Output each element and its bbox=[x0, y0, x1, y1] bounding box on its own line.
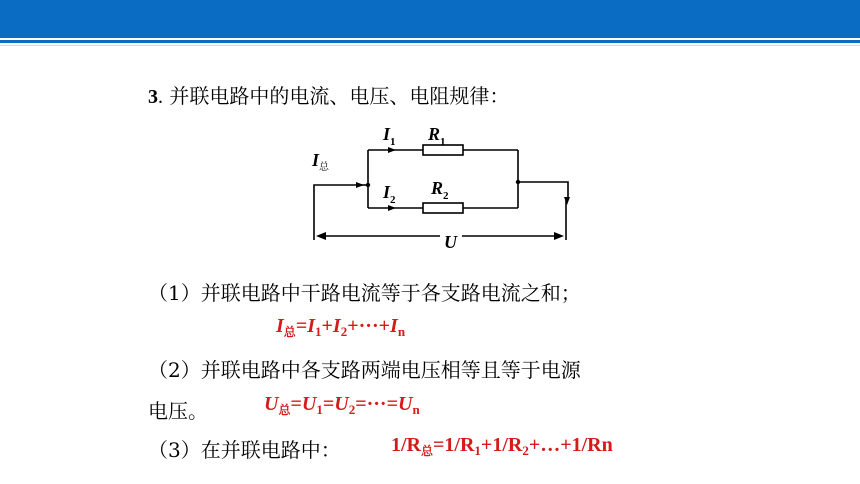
voltage-arrow-left bbox=[316, 232, 326, 240]
f1-tn-sub: n bbox=[397, 324, 406, 339]
f2-lhs: U bbox=[264, 393, 279, 415]
resistor-r2 bbox=[423, 203, 463, 213]
f1-lhs-sub: 总 bbox=[283, 325, 296, 339]
f2-t1-sub: 1 bbox=[316, 402, 323, 417]
rule-1-text: （1）并联电路中干路电流等于各支路电流之和； bbox=[148, 281, 581, 305]
voltage-arrow-right bbox=[554, 232, 564, 240]
f3-c-sub: 2 bbox=[522, 443, 529, 458]
f3-a-sub: 总 bbox=[421, 444, 434, 458]
parallel-circuit-diagram bbox=[300, 110, 580, 252]
label-i-total: $I_总$ bbox=[312, 150, 330, 173]
f1-t1: I bbox=[307, 315, 316, 337]
f1-t2-sub: 2 bbox=[340, 324, 348, 339]
f2-lhs-sub: 总 bbox=[278, 403, 291, 417]
f1-lhs: I bbox=[276, 315, 284, 337]
label-i1: $I_1$ bbox=[383, 124, 396, 148]
f3-rest: +…+1/Rn bbox=[528, 434, 613, 456]
f1-plus1: + bbox=[321, 315, 333, 337]
f1-eq: = bbox=[295, 315, 308, 337]
rule-2-formula bbox=[264, 393, 420, 418]
heading-text: 并联电路中的电流、电压、电阻规律： bbox=[169, 84, 510, 108]
rule-3-text: （3）在并联电路中： bbox=[148, 438, 341, 462]
rule-3-formula bbox=[391, 434, 613, 459]
f1-t2: I bbox=[332, 315, 341, 337]
left-junction-dot bbox=[366, 183, 370, 187]
f3-b-sub: 1 bbox=[474, 443, 481, 458]
title-underline bbox=[0, 40, 860, 43]
f3-a: 1/R bbox=[391, 434, 421, 456]
rule-1-formula bbox=[276, 315, 405, 340]
f2-tn: U bbox=[398, 393, 413, 415]
f2-tn-sub: n bbox=[412, 402, 420, 417]
f2-t1: U bbox=[301, 393, 317, 415]
label-i2: $I_2$ bbox=[383, 182, 396, 206]
f1-tn: I bbox=[390, 315, 398, 337]
label-r2: $R_2$ bbox=[431, 178, 449, 202]
f1-plus2: +···+ bbox=[347, 315, 391, 337]
label-voltage: U bbox=[444, 232, 457, 252]
f2-t2: U bbox=[334, 393, 349, 415]
rule-2-line-1: （2）并联电路中各支路两端电压相等且等于电源 bbox=[148, 358, 581, 382]
heading-number: 3 bbox=[148, 86, 158, 108]
f3-plus: +1/R bbox=[480, 434, 523, 456]
f2-eq2: = bbox=[322, 393, 335, 415]
section-heading bbox=[148, 80, 509, 109]
heading-separator: . bbox=[158, 86, 163, 108]
f1-t1-sub: 1 bbox=[315, 324, 322, 339]
label-r1: $R_1$ bbox=[428, 124, 446, 148]
i-total-arrow bbox=[356, 182, 364, 188]
f2-eq3: =···= bbox=[355, 393, 398, 415]
rule-2-line-2: 电压。 bbox=[148, 399, 208, 423]
right-lead-wire bbox=[518, 182, 568, 200]
title-underline-light bbox=[0, 45, 860, 46]
right-junction-dot bbox=[516, 180, 520, 184]
f2-eq: = bbox=[290, 393, 302, 415]
f3-eq: =1/R bbox=[433, 434, 475, 456]
right-lead-arrow bbox=[564, 197, 570, 205]
f2-t2-sub: 2 bbox=[348, 402, 356, 417]
left-lead-wire bbox=[314, 185, 360, 240]
title-bar bbox=[0, 0, 860, 38]
